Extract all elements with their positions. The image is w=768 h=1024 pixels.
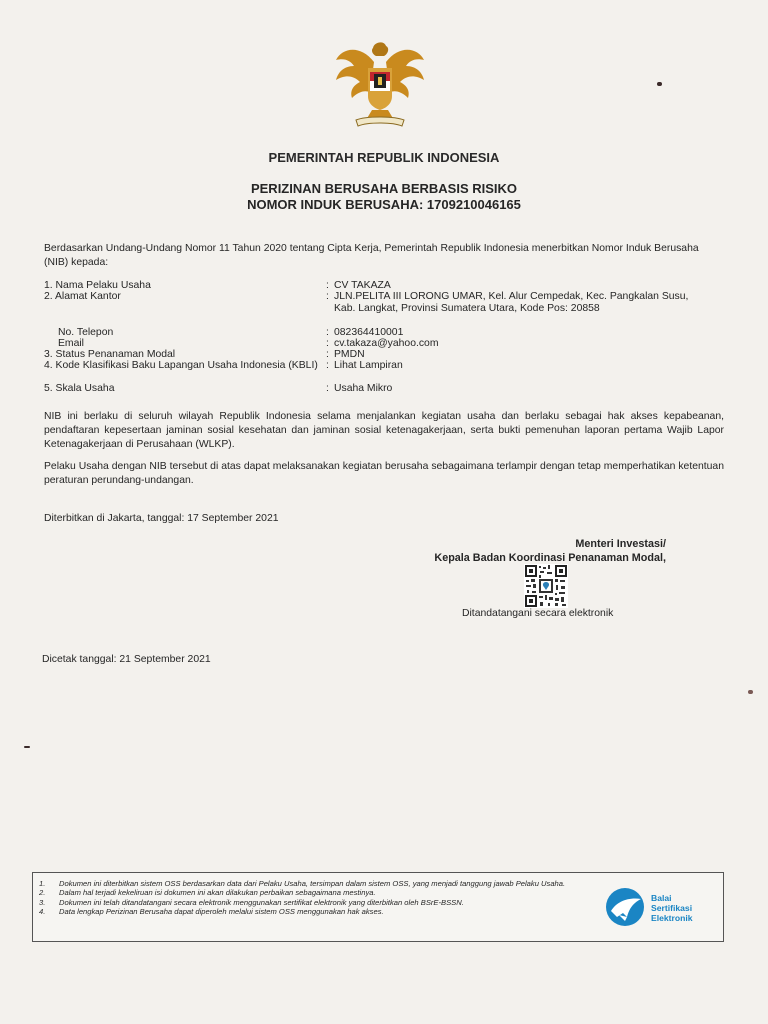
- footer-note-number: 2.: [39, 888, 46, 898]
- field-value: cv.takaza@yahoo.com: [334, 338, 439, 349]
- footer-note: [39, 898, 599, 907]
- scan-speck: [657, 82, 662, 86]
- field-colon: :: [326, 291, 329, 302]
- signatory-title-line2: Kepala Badan Koordinasi Penanaman Modal,: [434, 552, 666, 564]
- field-colon: :: [326, 327, 329, 338]
- issued-date: Diterbitkan di Jakarta, tanggal: 17 September 2021: [44, 513, 279, 524]
- business-details: [44, 280, 724, 394]
- bsre-logo-text: [651, 893, 693, 923]
- footer-note-number: 3.: [39, 897, 46, 907]
- footer-note-text: Dokumen ini diterbitkan sistem OSS berdasarkan data dari Pelaku Usaha, tersimpan dalam sistem OSS, yang menjadi tanggung jawab Pelaku Usaha.: [59, 879, 566, 888]
- government-heading: PEMERINTAH REPUBLIK INDONESIA: [268, 150, 500, 165]
- field-colon: :: [326, 349, 329, 360]
- field-label: 5. Skala Usaha: [44, 383, 115, 394]
- footer-note-text: Data lengkap Perizinan Berusaha dapat diperoleh melalui sistem OSS menggunakan hak akses.: [59, 907, 384, 917]
- footer-note: [39, 888, 599, 897]
- signatory-title: [422, 537, 666, 565]
- field-value: 082364410001: [334, 327, 404, 338]
- footer-note-text: Dalam hal terjadi kekeliruan isi dokumen ini akan dilakukan perbaikan sebagaimana mestinya.: [59, 888, 376, 898]
- field-label: 3. Status Penanaman Modal: [44, 349, 176, 360]
- qr-code-icon: [524, 564, 568, 608]
- nib-number: NOMOR INDUK BERUSAHA: 1709210046165: [247, 197, 521, 212]
- garuda-emblem-icon: [330, 38, 430, 134]
- field-label: 2. Alamat Kantor: [44, 291, 121, 302]
- field-label: 1. Nama Pelaku Usaha: [44, 280, 151, 291]
- field-value: Lihat Lampiran: [334, 360, 403, 371]
- field-colon: :: [326, 280, 329, 291]
- field-phone: [44, 327, 724, 338]
- printed-date: Dicetak tanggal: 21 September 2021: [42, 654, 211, 665]
- field-business-name: [44, 280, 724, 291]
- bsre-logo: [603, 883, 719, 931]
- footer-notes-list: [39, 879, 599, 917]
- footer-note: [39, 907, 599, 916]
- field-label: Email: [58, 338, 84, 349]
- field-colon: :: [326, 338, 329, 349]
- field-value: CV TAKAZA: [334, 280, 391, 291]
- footer-note-text: Dokumen ini telah ditandatangani secara elektronik menggunakan sertifikat elektronik yang diterbitkan oleh BSrE-BSSN.: [59, 897, 464, 907]
- footer-notes-box: [32, 872, 724, 942]
- field-email: [44, 338, 724, 349]
- document-title: PERIZINAN BERUSAHA BERBASIS RISIKO: [250, 181, 518, 196]
- field-value: Usaha Mikro: [334, 383, 393, 394]
- bsre-emblem-icon: [603, 885, 647, 929]
- activity-paragraph: Pelaku Usaha dengan NIB tersebut di atas dapat melaksanakan kegiatan berusaha sebagaimana terlampir dengan tetap memperhatikan ketentuan peraturan perundang-undangan.: [44, 461, 724, 486]
- field-value: PMDN: [334, 349, 365, 360]
- scan-speck: [748, 690, 753, 694]
- bsre-line2: Sertifikasi: [651, 903, 693, 913]
- field-label: 4. Kode Klasifikasi Baku Lapangan Usaha Indonesia (KBLI): [44, 360, 318, 371]
- intro-text: Berdasarkan Undang-Undang Nomor 11 Tahun 2020 tentang Cipta Kerja, Pemerintah Republik Indonesia menerbitkan Nomor Induk Berusaha (NIB) kepada:: [44, 243, 699, 268]
- footer-note-number: 1.: [39, 879, 46, 888]
- field-business-scale: [44, 383, 724, 394]
- bsre-line1: Balai: [651, 893, 672, 903]
- field-label: No. Telepon: [58, 327, 114, 338]
- field-value: JLN.PELITA III LORONG UMAR, Kel. Alur Cempedak, Kec. Pangkalan Susu, Kab. Langkat, Provinsi Sumatera Utara, Kode Pos: 20858: [334, 291, 689, 314]
- footer-note: [39, 879, 599, 888]
- field-office-address: [44, 291, 724, 327]
- field-colon: :: [326, 360, 329, 371]
- signatory-title-line1: Menteri Investasi/: [575, 538, 666, 550]
- footer-note-number: 4.: [39, 907, 46, 917]
- scan-speck: [24, 746, 30, 748]
- field-kbli: [44, 360, 724, 383]
- electronic-signature-note: Ditandatangani secara elektronik: [462, 608, 614, 619]
- bsre-line3: Elektronik: [651, 913, 693, 923]
- field-investment-status: [44, 349, 724, 360]
- field-colon: :: [326, 383, 329, 394]
- validity-paragraph: NIB ini berlaku di seluruh wilayah Republik Indonesia selama menjalankan kegiatan usaha dan berlaku sebagai hak akses kepabeanan, pendaftaran kepesertaan jaminan sosial kesehatan dan jaminan sosial ketenagakerjaan, serta bukti pemenuhan laporan pertama Wajib Lapor Ketenagakerjaan di Perusahaan (WLKP).: [44, 411, 724, 450]
